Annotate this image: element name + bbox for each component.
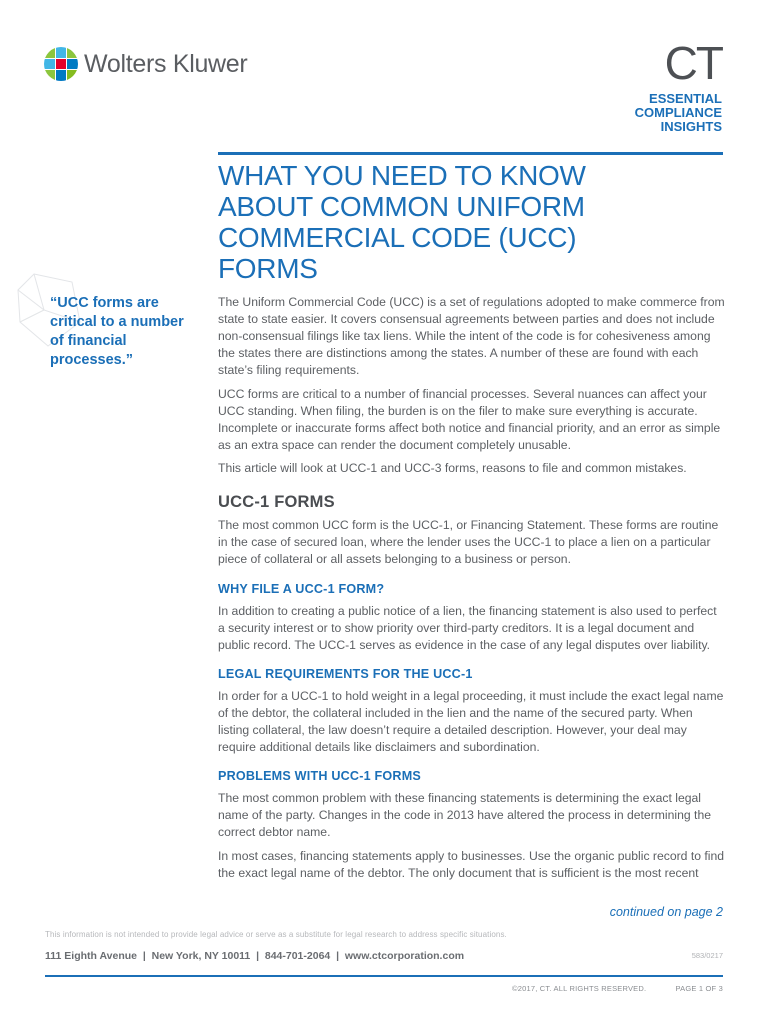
brand-logo bbox=[44, 46, 247, 82]
legal-disclaimer: This information is not intended to provide legal advice or serve as a substitute for legal research to address specific situations. bbox=[45, 930, 507, 939]
problems-paragraph bbox=[218, 790, 726, 841]
footer-address: 111 Eighth Avenue | New York, NY 10011 | 844-701-2064 | www.ctcorporation.com bbox=[45, 950, 465, 962]
intro-paragraph bbox=[218, 460, 726, 477]
pull-quote: “UCC forms are critical to a number of financial processes.” bbox=[50, 295, 184, 368]
tagline-line: COMPLIANCE bbox=[634, 105, 722, 120]
paragraph: The most common problem with these financing statements is determining the exact legal name of the party. Changes in the code in 2013 have altered the process in determining the correct debtor name. bbox=[218, 791, 712, 839]
problems-paragraph bbox=[218, 848, 726, 882]
paragraph: In order for a UCC-1 to hold weight in a legal proceeding, it must include the exact legal name of the debtor, the collateral included in the lien and the name of the secured party. When listing collateral, the law doesn’t require a detailed description. However, your deal may require additional details like disclaimers and subordination. bbox=[218, 689, 724, 754]
why-paragraph bbox=[218, 603, 726, 654]
document-code: 583/0217 bbox=[691, 951, 723, 960]
page-number: PAGE 1 OF 3 bbox=[675, 984, 723, 993]
intro-paragraph bbox=[218, 294, 726, 379]
legal-paragraph bbox=[218, 688, 726, 756]
subheading-legal-requirements: LEGAL REQUIREMENTS FOR THE UCC-1 bbox=[218, 667, 473, 681]
tagline-line: INSIGHTS bbox=[660, 119, 722, 134]
intro-paragraph bbox=[218, 386, 726, 454]
tagline-line: ESSENTIAL bbox=[649, 91, 722, 106]
continued-link: continued on page 2 bbox=[609, 905, 723, 919]
paragraph: The Uniform Commercial Code (UCC) is a set of regulations adopted to make commerce from state to state easier. It covers consensual agreements between parties and does not include non-consensual filings like tax liens. While the intent of the code is for cohesiveness among the states there are distinctions among the states. A number of these are found with each state’s filing requirements. bbox=[218, 295, 725, 377]
paragraph: UCC forms are critical to a number of financial processes. Several nuances can affect your UCC standing. When filing, the burden is on the filer to make sure everything is accurate. Incomplete or inaccurate forms affect both notice and financial priority, and an error as simple as an extra space can render the document completely unusable. bbox=[218, 387, 721, 452]
section-heading-ucc1: UCC-1 FORMS bbox=[218, 493, 335, 511]
tagline bbox=[635, 92, 722, 134]
header-divider bbox=[218, 152, 723, 155]
paragraph: In addition to creating a public notice of a lien, the financing statement is also used to perfect a security interest or to show priority over third-party creditors. It is a legal document and public record. The UCC-1 serves as evidence in the case of any legal disputes over liability. bbox=[218, 604, 717, 652]
subheading-problems: PROBLEMS WITH UCC-1 FORMS bbox=[218, 769, 421, 783]
paragraph: In most cases, financing statements apply to businesses. Use the organic public record to find the exact legal name of the debtor. The only document that is sufficient is the most recent bbox=[218, 849, 725, 880]
ucc1-paragraph bbox=[218, 517, 726, 568]
footer-divider bbox=[45, 975, 723, 977]
page-title: WHAT YOU NEED TO KNOW ABOUT COMMON UNIFORM COMMERCIAL CODE (UCC) FORMS bbox=[218, 160, 586, 284]
brand-name: Wolters Kluwer bbox=[84, 49, 248, 78]
copyright: ©2017, CT. ALL RIGHTS RESERVED. bbox=[512, 984, 647, 993]
paragraph: The most common UCC form is the UCC-1, or Financing Statement. These forms are routine in the case of secured loan, where the lender uses the UCC-1 to place a lien on a particular piece of collateral or all assets belonging to a business or person. bbox=[218, 518, 719, 566]
wolters-kluwer-logo-icon bbox=[44, 47, 78, 81]
ct-logo: CT bbox=[664, 37, 722, 89]
subheading-why-file: WHY FILE A UCC-1 FORM? bbox=[218, 582, 385, 596]
paragraph: This article will look at UCC-1 and UCC-3 forms, reasons to file and common mistakes. bbox=[218, 461, 687, 475]
